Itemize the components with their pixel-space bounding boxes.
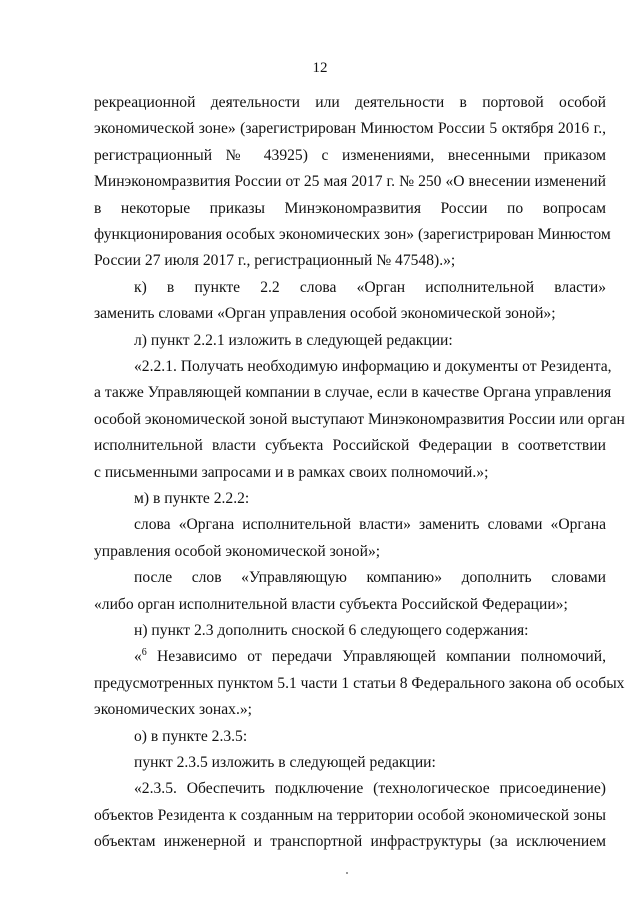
text-line: объектам инженерной и транспортной инфраструктуры (за исключением bbox=[94, 833, 606, 851]
scan-speck bbox=[346, 872, 348, 874]
text-line: России 27 июля 2017 г., регистрационный № 47548).»; bbox=[94, 252, 456, 270]
text-line: экономических зонах.»; bbox=[94, 701, 252, 719]
text-line bbox=[134, 648, 606, 668]
text-line: о) в пункте 2.3.5: bbox=[134, 727, 248, 745]
text-line: слова «Органа исполнительной власти» заменить словами «Органа bbox=[134, 516, 606, 534]
text-line: к) в пункте 2.2 слова «Орган исполнительной власти» bbox=[134, 278, 606, 296]
text-line: заменить словами «Орган управления особой экономической зоной»; bbox=[94, 305, 556, 323]
text-line: предусмотренных пунктом 5.1 части 1 статьи 8 Федерального закона об особых bbox=[94, 674, 625, 692]
text-line: Минэкономразвития России от 25 мая 2017 г. № 250 «О внесении изменений bbox=[94, 173, 606, 191]
text-line: после слов «Управляющую компанию» дополнить словами bbox=[134, 569, 606, 587]
text-line: а также Управляющей компании в случае, если в качестве Органа управления bbox=[94, 384, 612, 402]
text-line: с письменными запросами и в рамках своих полномочий.»; bbox=[94, 463, 489, 481]
page-number: 12 bbox=[312, 60, 328, 76]
line-text: Независимо от передачи Управляющей компании полномочий, bbox=[146, 648, 606, 666]
footnote-marker: 6 bbox=[141, 647, 147, 659]
text-line: л) пункт 2.2.1 изложить в следующей редакции: bbox=[134, 331, 453, 349]
text-line: м) в пункте 2.2.2: bbox=[134, 490, 250, 507]
text-line: н) пункт 2.3 дополнить сноской 6 следующего содержания: bbox=[134, 622, 529, 639]
text-line: исполнительной власти субъекта Российской Федерации в соответствии bbox=[94, 437, 606, 455]
text-line: рекреационной деятельности или деятельности в портовой особой bbox=[94, 94, 606, 111]
text-line: экономической зоне» (зарегистрирован Минюстом России 5 октября 2016 г., bbox=[94, 120, 606, 138]
text-line: пункт 2.3.5 изложить в следующей редакции: bbox=[134, 754, 436, 771]
text-line: «2.3.5. Обеспечить подключение (технологическое присоединение) bbox=[134, 780, 606, 798]
text-line: объектов Резидента к созданным на территории особой экономической зоны bbox=[94, 806, 606, 824]
text-line: «либо орган исполнительной власти субъекта Российской Федерации»; bbox=[94, 595, 568, 613]
text-line: в некоторые приказы Минэкономразвития России по вопросам bbox=[94, 199, 606, 217]
text-line: особой экономической зоной выступают Минэкономразвития России или орган bbox=[94, 410, 625, 428]
text-line: управления особой экономической зоной»; bbox=[94, 542, 381, 560]
open-quote: « bbox=[134, 648, 142, 666]
text-line: функционирования особых экономических зон» (зарегистрирован Минюстом bbox=[94, 226, 611, 243]
text-line: регистрационный № 43925) с изменениями, внесенными приказом bbox=[94, 146, 606, 164]
text-line: «2.2.1. Получать необходимую информацию и документы от Резидента, bbox=[134, 358, 612, 375]
